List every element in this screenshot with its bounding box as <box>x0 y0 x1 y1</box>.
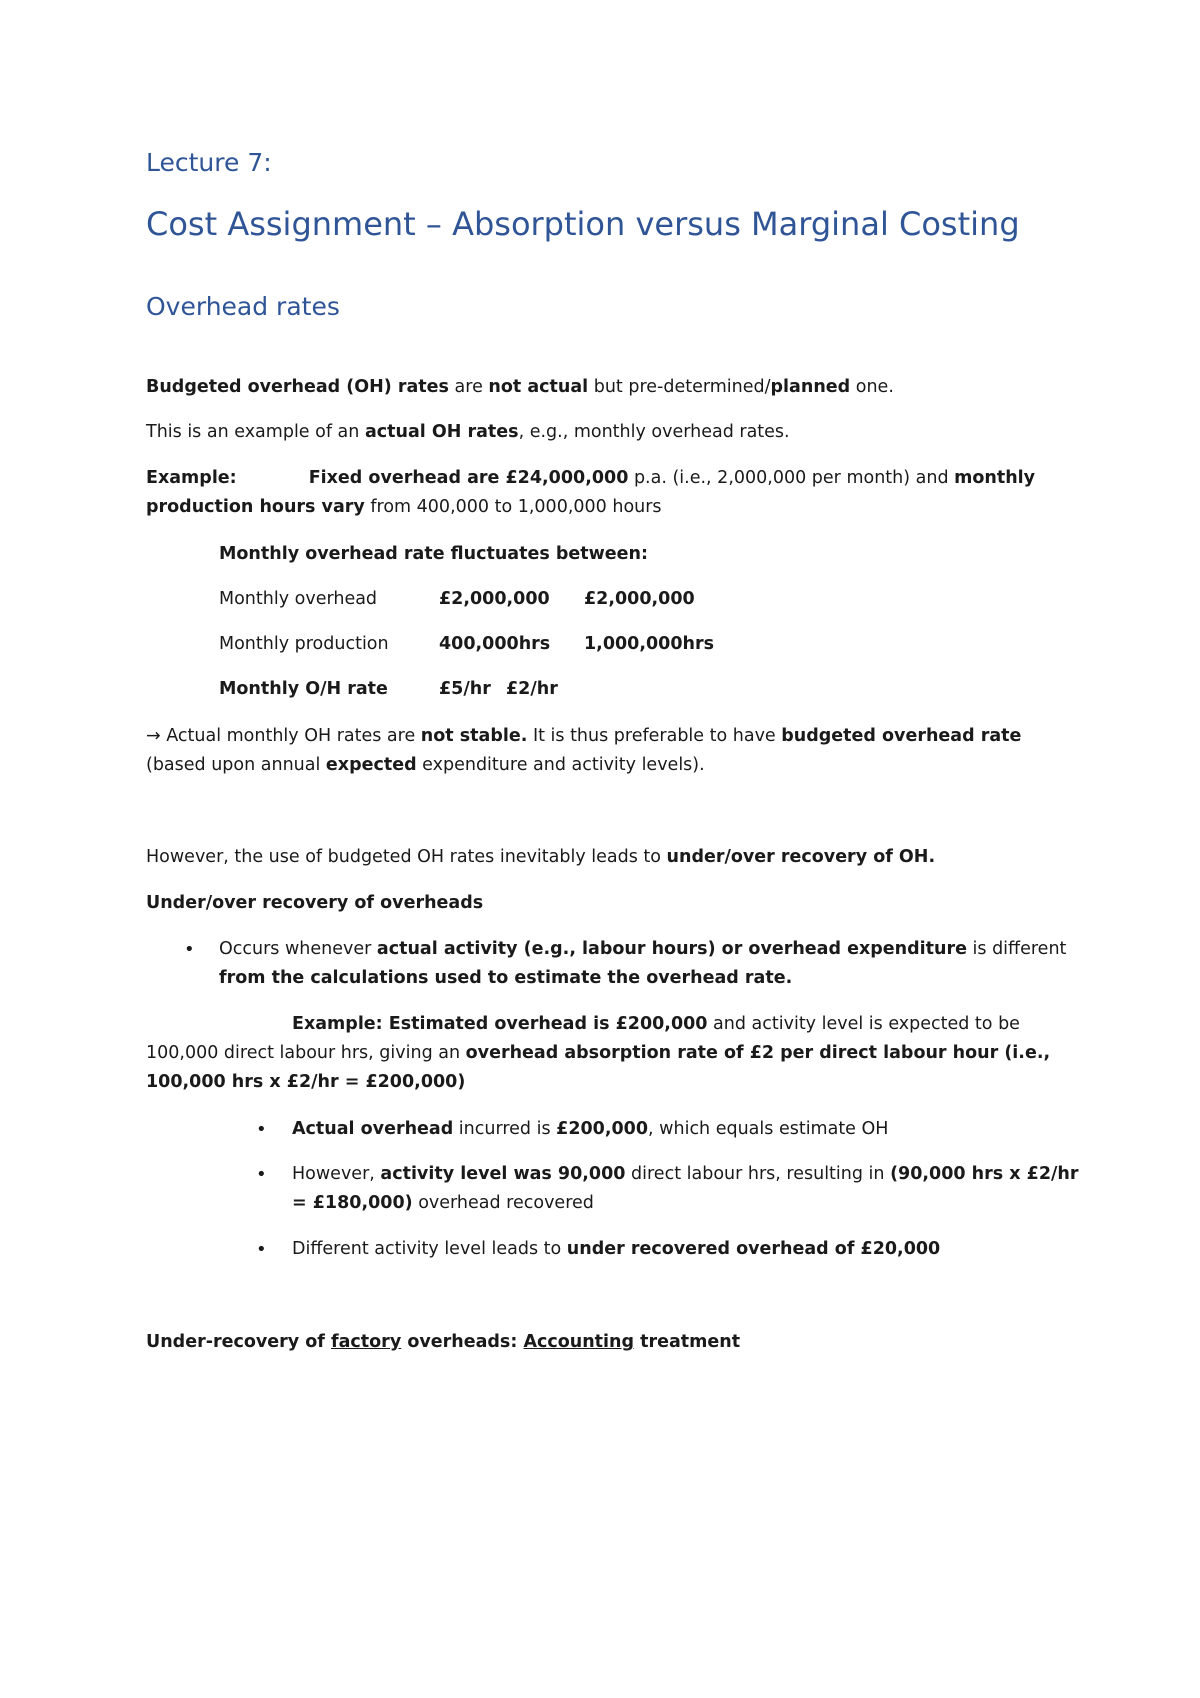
paragraph-under-over <box>146 843 935 872</box>
text: are <box>448 377 489 397</box>
bullet-main-line-1 <box>219 935 1066 964</box>
table-row-2-value-1: 400,000hrs <box>439 634 551 654</box>
text: Occurs whenever <box>219 939 377 959</box>
sub-bullet-2-line-1 <box>292 1160 1079 1189</box>
example-1-line-1 <box>146 464 1035 493</box>
text-bold: Example: Estimated overhead is £200,000 <box>292 1014 708 1034</box>
text-bold: = £180,000) <box>292 1193 413 1213</box>
text-bold: actual OH rates <box>364 422 519 442</box>
example-label: Example: <box>146 468 237 488</box>
text: direct labour hrs, resulting in <box>625 1164 891 1184</box>
text: and activity level is expected to be <box>707 1014 1020 1034</box>
text: Actual monthly OH rates are <box>160 726 421 746</box>
bullet-icon: • <box>256 1119 267 1140</box>
text-bold: under recovered overhead of £20,000 <box>566 1239 941 1259</box>
text: treatment <box>634 1332 741 1352</box>
text-bold: not actual <box>488 377 589 397</box>
subheading-under-recovery-treatment <box>146 1328 740 1357</box>
text: , e.g., monthly overhead rates. <box>518 422 790 442</box>
text: Different activity level leads to <box>292 1239 567 1259</box>
text-bold: £200,000 <box>556 1119 649 1139</box>
table-row-3-value-1: £5/hr <box>439 679 491 699</box>
text: , which equals estimate OH <box>648 1119 889 1139</box>
paragraph-budgeted-rates <box>146 373 894 402</box>
table-row-2-value-2: 1,000,000hrs <box>584 634 715 654</box>
text-bold: activity level was 90,000 <box>380 1164 626 1184</box>
table-heading: Monthly overhead rate fluctuates between: <box>219 544 648 564</box>
text-bold: production hours vary <box>146 497 365 517</box>
table-row-1-value-1: £2,000,000 <box>439 589 550 609</box>
text: p.a. (i.e., 2,000,000 per month) and <box>628 468 955 488</box>
text: from 400,000 to 1,000,000 hours <box>364 497 662 517</box>
table-row-1-value-2: £2,000,000 <box>584 589 695 609</box>
bullet-icon: • <box>184 939 195 960</box>
text: expenditure and activity levels). <box>416 755 705 775</box>
text-bold: monthly <box>954 468 1036 488</box>
arrow-right-icon: → <box>146 726 161 746</box>
text-bold: planned <box>770 377 851 397</box>
sub-bullet-2-line-2 <box>292 1189 594 1218</box>
example-2-line-1 <box>292 1010 1020 1039</box>
paragraph-not-stable-line-1 <box>146 722 1021 751</box>
subheading-under-over-recovery: Under/over recovery of overheads <box>146 893 484 913</box>
text-bold: Actual overhead <box>292 1119 454 1139</box>
text: incurred is <box>453 1119 557 1139</box>
text-bold: under/over recovery of OH. <box>666 847 936 867</box>
text-underlined: Accounting <box>523 1332 635 1352</box>
text: Under-recovery of <box>146 1332 331 1352</box>
text-bold: not stable. <box>420 726 528 746</box>
sub-bullet-1 <box>292 1115 888 1144</box>
text: overhead recovered <box>412 1193 594 1213</box>
text: but pre-determined/ <box>588 377 771 397</box>
text: This is an example of an <box>146 422 365 442</box>
section-heading: Overhead rates <box>146 292 340 321</box>
sub-bullet-3 <box>292 1235 940 1264</box>
text-underlined: factory <box>331 1332 402 1352</box>
text-bold: budgeted overhead rate <box>781 726 1022 746</box>
paragraph-not-stable-line-2 <box>146 751 705 780</box>
page-title: Cost Assignment – Absorption versus Marginal Costing <box>146 205 1020 243</box>
text: However, <box>292 1164 381 1184</box>
table-row-2-label: Monthly production <box>219 634 389 654</box>
text: However, the use of budgeted OH rates inevitably leads to <box>146 847 667 867</box>
text: one. <box>850 377 894 397</box>
example-2-line-2 <box>146 1039 1050 1068</box>
text: (based upon annual <box>146 755 326 775</box>
text-bold: (90,000 hrs x £2/hr <box>890 1164 1079 1184</box>
text-bold: expected <box>325 755 417 775</box>
bullet-icon: • <box>256 1239 267 1260</box>
text: It is thus preferable to have <box>527 726 782 746</box>
text-bold: Budgeted overhead (OH) rates <box>146 377 449 397</box>
lecture-number: Lecture 7: <box>146 148 272 177</box>
example-2-line-3: 100,000 hrs x £2/hr = £200,000) <box>146 1072 466 1092</box>
text: 100,000 direct labour hrs, giving an <box>146 1043 466 1063</box>
bullet-icon: • <box>256 1164 267 1185</box>
bullet-main-line-2: from the calculations used to estimate the overhead rate. <box>219 968 793 988</box>
text: is different <box>966 939 1067 959</box>
text-bold: actual activity (e.g., labour hours) or overhead expenditure <box>376 939 967 959</box>
table-row-3-value-2: £2/hr <box>506 679 558 699</box>
text: overheads: <box>401 1332 524 1352</box>
table-row-3-label: Monthly O/H rate <box>219 679 388 699</box>
example-1-line-2 <box>146 493 662 522</box>
text-bold: overhead absorption rate of £2 per direct labour hour (i.e., <box>465 1043 1051 1063</box>
text-bold: Fixed overhead are £24,000,000 <box>308 468 629 488</box>
paragraph-actual-rates <box>146 418 790 447</box>
table-row-1-label: Monthly overhead <box>219 589 378 609</box>
